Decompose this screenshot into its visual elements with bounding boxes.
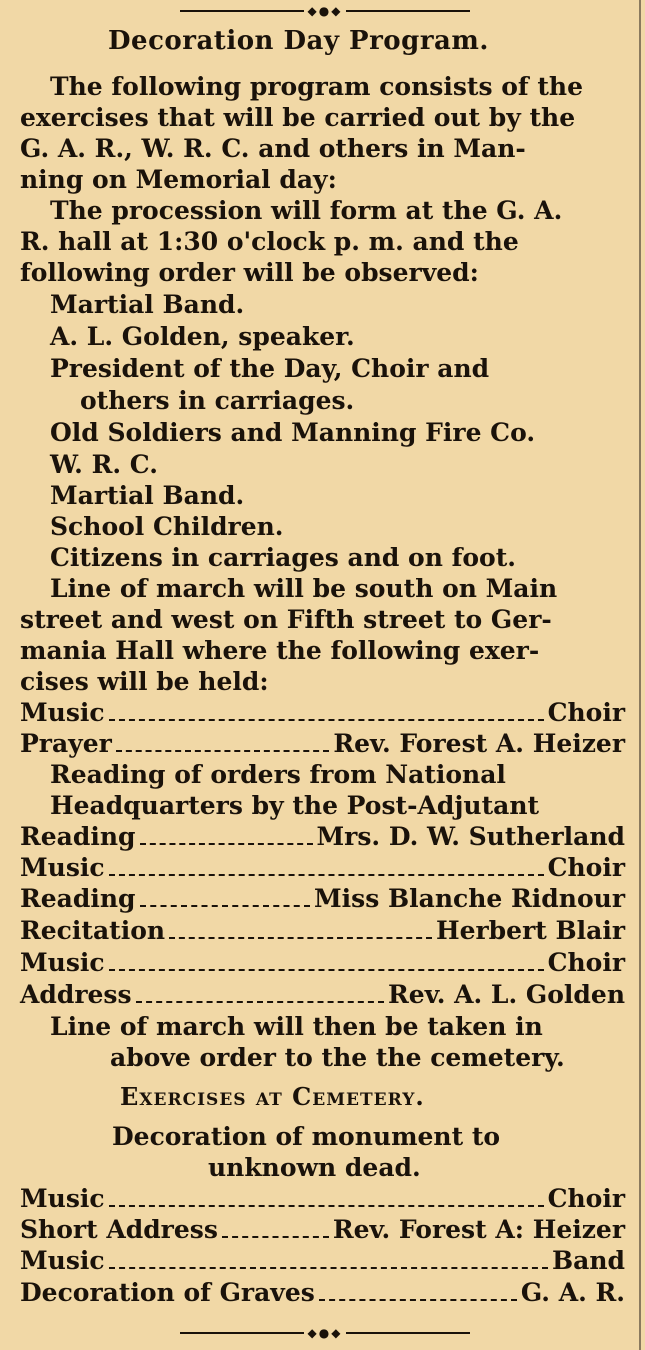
program-row [20,822,625,852]
intro-line: The following program consists of the [50,72,584,101]
program-row [20,853,625,883]
program-item: Prayer [20,729,112,758]
march-line: street and west on Fifth street to Ger- [20,605,552,634]
program-row [20,1184,625,1214]
march-end-line: above order to the the cemetery. [110,1043,565,1072]
program-performer: Rev. Forest A. Heizer [333,729,625,758]
program-item: Music [20,948,105,977]
orders-note-line: Headquarters by the Post-Adjutant [50,791,540,820]
procession-item: others in carriages. [80,386,355,415]
column-rule [639,0,641,1350]
march-end-line: Line of march will then be taken in [50,1012,543,1041]
program-row [20,884,625,914]
intro-line: G. A. R., W. R. C. and others in Man- [20,134,526,163]
top-ornament [180,6,470,16]
dot-leader [109,854,544,876]
program-item: Short Address [20,1215,218,1244]
dot-leader [109,949,544,971]
program-performer: Choir [547,853,625,882]
program-item: Decoration of Graves [20,1278,315,1307]
procession-item: W. R. C. [50,450,158,479]
march-line: cises will be held: [20,667,269,696]
intro-line: The procession will form at the G. A. [50,196,563,225]
dot-leader [319,1279,517,1301]
program-performer: Mrs. D. W. Sutherland [316,822,625,851]
program-row [20,1278,625,1308]
intro-line: following order will be observed: [20,258,479,287]
ornament-glyphs: ◆●◆ [304,4,347,18]
program-row [20,1215,625,1245]
procession-item: Martial Band. [50,481,245,510]
march-line: Line of march will be south on Main [50,574,558,603]
dot-leader [169,917,432,939]
program-performer: Miss Blanche Ridnour [314,884,625,913]
orders-note-line: Reading of orders from National [50,760,506,789]
program-row [20,1246,625,1276]
procession-item: President of the Day, Choir and [50,354,490,383]
bottom-ornament [180,1328,470,1338]
intro-line: ning on Memorial day: [20,165,337,194]
program-item: Recitation [20,916,166,945]
dot-leader [140,823,313,845]
dot-leader [140,885,310,907]
program-performer: Herbert Blair [435,916,625,945]
dot-leader [136,981,384,1003]
dot-leader [109,699,544,721]
program-item: Address [20,980,132,1009]
program-row [20,698,625,728]
dot-leader [109,1185,544,1207]
dot-leader [222,1216,329,1238]
intro-line: exercises that will be carried out by the [20,103,576,132]
program-performer: Choir [547,698,625,727]
cemetery-note-line: unknown dead. [208,1153,421,1182]
procession-item: School Children. [50,512,284,541]
program-performer: Band [552,1246,625,1275]
dot-leader [116,730,330,752]
procession-item: Martial Band. [50,290,245,319]
program-item: Reading [20,822,136,851]
ornament-glyphs: ◆●◆ [304,1326,347,1340]
program-performer: Rev. Forest A: Heizer [332,1215,625,1244]
procession-item: Old Soldiers and Manning Fire Co. [50,418,536,447]
program-item: Music [20,1246,105,1275]
march-line: mania Hall where the following exer- [20,636,540,665]
program-performer: G. A. R. [520,1278,625,1307]
program-item: Reading [20,884,136,913]
program-performer: Choir [547,948,625,977]
program-performer: Rev. A. L. Golden [388,980,625,1009]
program-row [20,980,625,1010]
program-row [20,948,625,978]
procession-item: Citizens in carriages and on foot. [50,543,516,572]
cemetery-note-line: Decoration of monument to [112,1122,501,1151]
program-item: Music [20,698,105,727]
intro-line: R. hall at 1:30 o'clock p. m. and the [20,227,519,256]
program-row [20,916,625,946]
program-item: Music [20,853,105,882]
procession-item: A. L. Golden, speaker. [50,322,355,351]
cemetery-heading: Exercises at Cemetery. [120,1082,425,1111]
article-title: Decoration Day Program. [108,26,489,56]
program-performer: Choir [547,1184,625,1213]
program-item: Music [20,1184,105,1213]
program-row [20,729,625,759]
dot-leader [109,1247,548,1269]
